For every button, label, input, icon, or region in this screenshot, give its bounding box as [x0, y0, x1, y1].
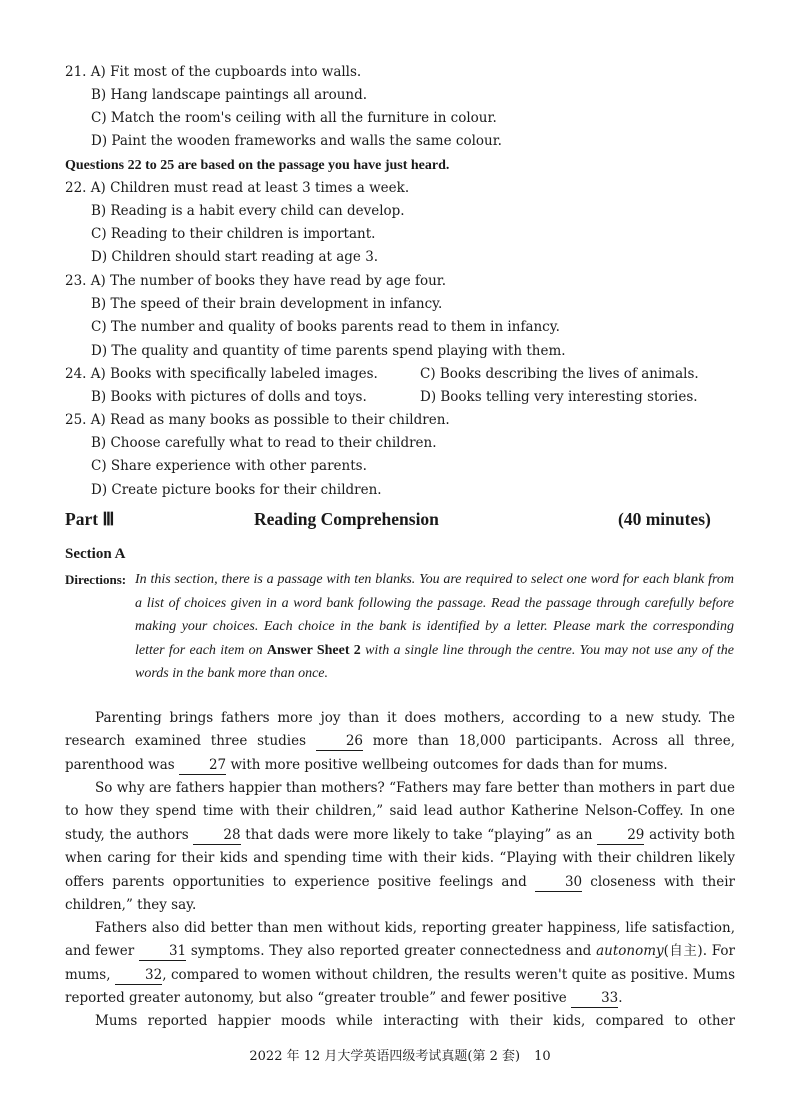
question-22-option-a: 22. A) Children must read at least 3 times a week.	[65, 180, 410, 196]
question-21-option-d: D) Paint the wooden frameworks and walls the same colour.	[91, 133, 502, 149]
question-22-option-d: D) Children should start reading at age 3.	[91, 249, 379, 265]
question-25-option-a: 25. A) Read as many books as possible to their children.	[65, 412, 450, 428]
question-21-option-a: 21. A) Fit most of the cupboards into walls.	[65, 64, 362, 80]
blank-32: 32	[115, 967, 162, 985]
footer-title: 2022 年 12 月大学英语四级考试真题(第 2 套)	[249, 1049, 521, 1064]
question-24-option-a: 24. A) Books with specifically labeled images.	[65, 366, 378, 382]
blank-26: 26	[316, 733, 363, 751]
part-title: Reading Comprehension	[254, 509, 439, 529]
directions-label: Directions:	[65, 572, 127, 587]
question-24-option-c: C) Books describing the lives of animals.	[420, 366, 699, 382]
passage-paragraph-4: Mums reported happier moods while interacting with their kids, compared to other	[95, 1013, 735, 1029]
questions-group-heading: Questions 22 to 25 are based on the passage you have just heard.	[65, 158, 450, 173]
blank-33: 33	[571, 990, 618, 1008]
blank-28: 28	[193, 827, 240, 845]
part-time: (40 minutes)	[618, 509, 711, 529]
question-21-option-b: B) Hang landscape paintings all around.	[91, 87, 368, 103]
passage-paragraph-1: Parenting brings fathers more joy than it does mothers, according to a new study. The research examined three studies 26 more than 18,000 participants. Across all three, parenthood was 27 with more positive wellbeing outcomes for dads than for mums.	[65, 710, 735, 773]
question-22-option-c: C) Reading to their children is important.	[91, 226, 376, 242]
question-24-option-b: B) Books with pictures of dolls and toys.	[91, 389, 367, 405]
directions-text: In this section, there is a passage with ten blanks. You are required to select one word for each blank from a list of choices given in a word bank following the passage. Read the passage through carefully before making your choices. Each choice in the bank is identified by a letter. Please mark the corresponding letter for each item on Answer Sheet 2 with a single line through the centre. You may not use any of the words in the bank more than once.	[135, 572, 734, 681]
question-25-option-c: C) Share experience with other parents.	[91, 458, 367, 474]
section-title: Section A	[65, 546, 126, 562]
answer-sheet-label: Answer Sheet 2	[266, 642, 361, 658]
blank-29: 29	[597, 827, 644, 845]
question-21-option-c: C) Match the room's ceiling with all the furniture in colour.	[91, 110, 497, 126]
blank-31: 31	[139, 943, 186, 961]
passage-paragraph-2: So why are fathers happier than mothers? “Fathers may fare better than mothers in part due to how they spend time with their children,” said lead author Katherine Nelson-Coffey. In one study, the authors 28 that dads were more likely to take “playing” as an 29 activity both when caring for their kids and spending time with their kids. “Playing with their children likely offers parents opportunities to experience positive feelings and 30 closeness with their children,” they say.	[65, 780, 736, 914]
blank-27: 27	[179, 757, 226, 775]
question-23-option-b: B) The speed of their brain development in infancy.	[91, 296, 443, 312]
page-footer	[0, 1045, 800, 1064]
page-number: 10	[534, 1049, 551, 1064]
question-23-option-a: 23. A) The number of books they have read by age four.	[65, 273, 447, 289]
question-23-option-d: D) The quality and quantity of time parents spend playing with them.	[91, 343, 566, 359]
question-23-option-c: C) The number and quality of books parents read to them in infancy.	[91, 319, 560, 335]
part-label: Part Ⅲ	[65, 509, 115, 529]
passage-paragraph-3: Fathers also did better than men without kids, reporting greater happiness, life satisfaction, and fewer 31 symptoms. They also reported greater connectedness and autonomy(自主). For mums, 32, compared to women without children, the results weren't quite as positive. Mums reported greater autonomy, but also “greater trouble” and fewer positive 33.	[65, 920, 736, 1007]
question-25-option-d: D) Create picture books for their children.	[91, 482, 382, 498]
question-25-option-b: B) Choose carefully what to read to their children.	[91, 435, 437, 451]
question-22-option-b: B) Reading is a habit every child can develop.	[91, 203, 405, 219]
autonomy-term: autonomy	[596, 943, 664, 960]
question-24-option-d: D) Books telling very interesting stories.	[420, 389, 698, 405]
blank-30: 30	[535, 874, 582, 892]
